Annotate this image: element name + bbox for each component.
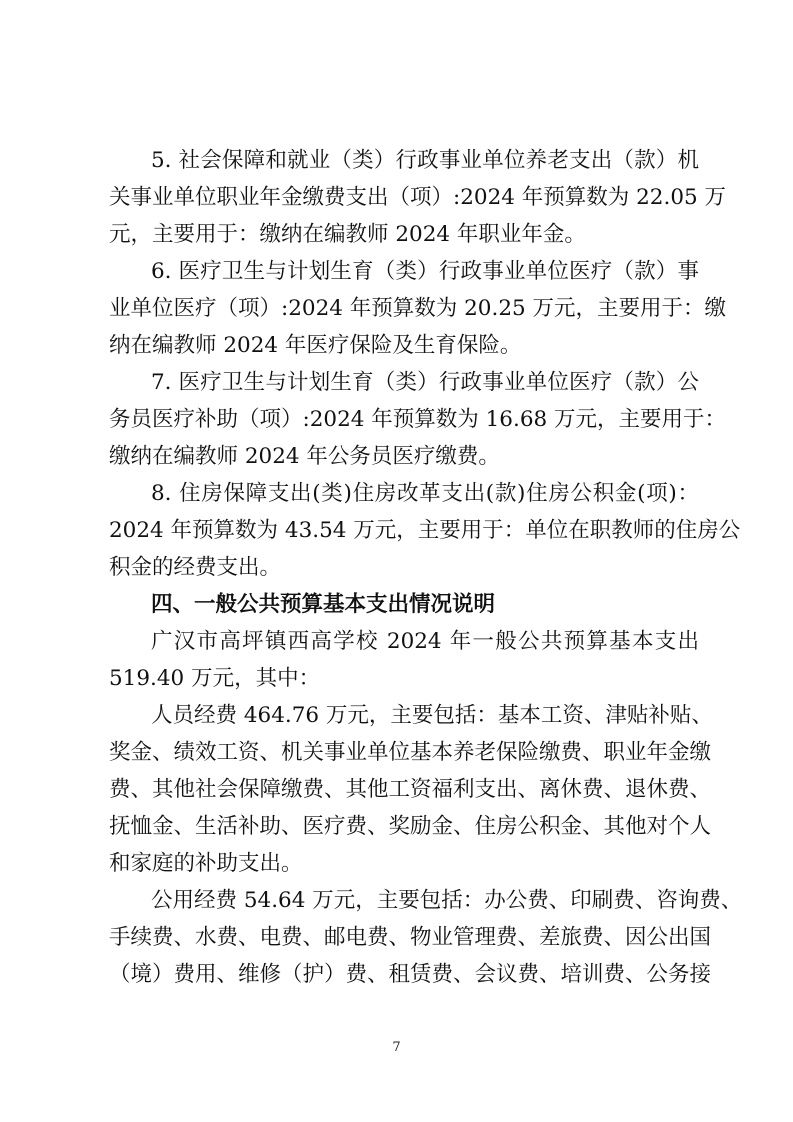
text-line: 元，主要用于：缴纳在编教师 2024 年职业年金。 [109, 222, 586, 247]
paragraph-item-6 [109, 253, 727, 364]
text-line: 积金的经费支出。 [109, 555, 282, 580]
section-heading: 四、一般公共预算基本支出情况说明 [151, 592, 496, 617]
text-line: （境）费用、维修（护）费、租赁费、会议费、培训费、公务接 [109, 962, 712, 987]
paragraph-public-expenses [109, 882, 743, 993]
text-line: 手续费、水费、电费、邮电费、物业管理费、差旅费、因公出国 [109, 925, 712, 950]
text-line: 519.40 万元，其中： [109, 666, 321, 691]
text-line: 人员经费 464.76 万元，主要包括：基本工资、津贴补贴、 [151, 703, 713, 728]
text-line: 8. 住房保障支出(类)住房改革支出(款)住房公积金(项)： [151, 481, 699, 506]
budget-items-block [109, 142, 743, 993]
text-line: 费、其他社会保障缴费、其他工资福利支出、离休费、退休费、 [109, 777, 712, 802]
paragraph-item-5 [109, 142, 727, 253]
paragraph-basic-expenditure [109, 623, 699, 697]
text-line: 纳在编教师 2024 年医疗保险及生育保险。 [109, 333, 522, 358]
text-line: 务员医疗补助（项）:2024 年预算数为 16.68 万元，主要用于： [109, 407, 727, 432]
text-line: 5. 社会保障和就业（类）行政事业单位养老支出（款）机 [151, 148, 699, 173]
text-line: 广汉市高坪镇西高学校 2024 年一般公共预算基本支出 [151, 629, 699, 654]
text-line: 2024 年预算数为 43.54 万元，主要用于：单位在职教师的住房公 [109, 518, 741, 543]
text-line: 公用经费 54.64 万元，主要包括：办公费、印刷费、咨询费、 [151, 888, 743, 913]
text-line: 6. 医疗卫生与计划生育（类）行政事业单位医疗（款）事 [151, 259, 699, 284]
text-line: 业单位医疗（项）:2024 年预算数为 20.25 万元，主要用于：缴 [109, 296, 727, 321]
paragraph-item-7 [109, 364, 727, 475]
paragraph-personnel-expenses [109, 697, 713, 882]
text-line: 抚恤金、生活补助、医疗费、奖励金、住房公积金、其他对个人 [109, 814, 712, 839]
text-line: 缴纳在编教师 2024 年公务员医疗缴费。 [109, 444, 500, 469]
text-line: 7. 医疗卫生与计划生育（类）行政事业单位医疗（款）公 [151, 370, 699, 395]
text-line: 和家庭的补助支出。 [109, 851, 303, 876]
text-line: 关事业单位职业年金缴费支出（项）:2024 年预算数为 22.05 万 [109, 185, 727, 210]
text-line: 奖金、绩效工资、机关事业单位基本养老保险缴费、职业年金缴 [109, 740, 712, 765]
page-number: 7 [392, 1040, 401, 1055]
paragraph-item-8 [109, 475, 741, 586]
